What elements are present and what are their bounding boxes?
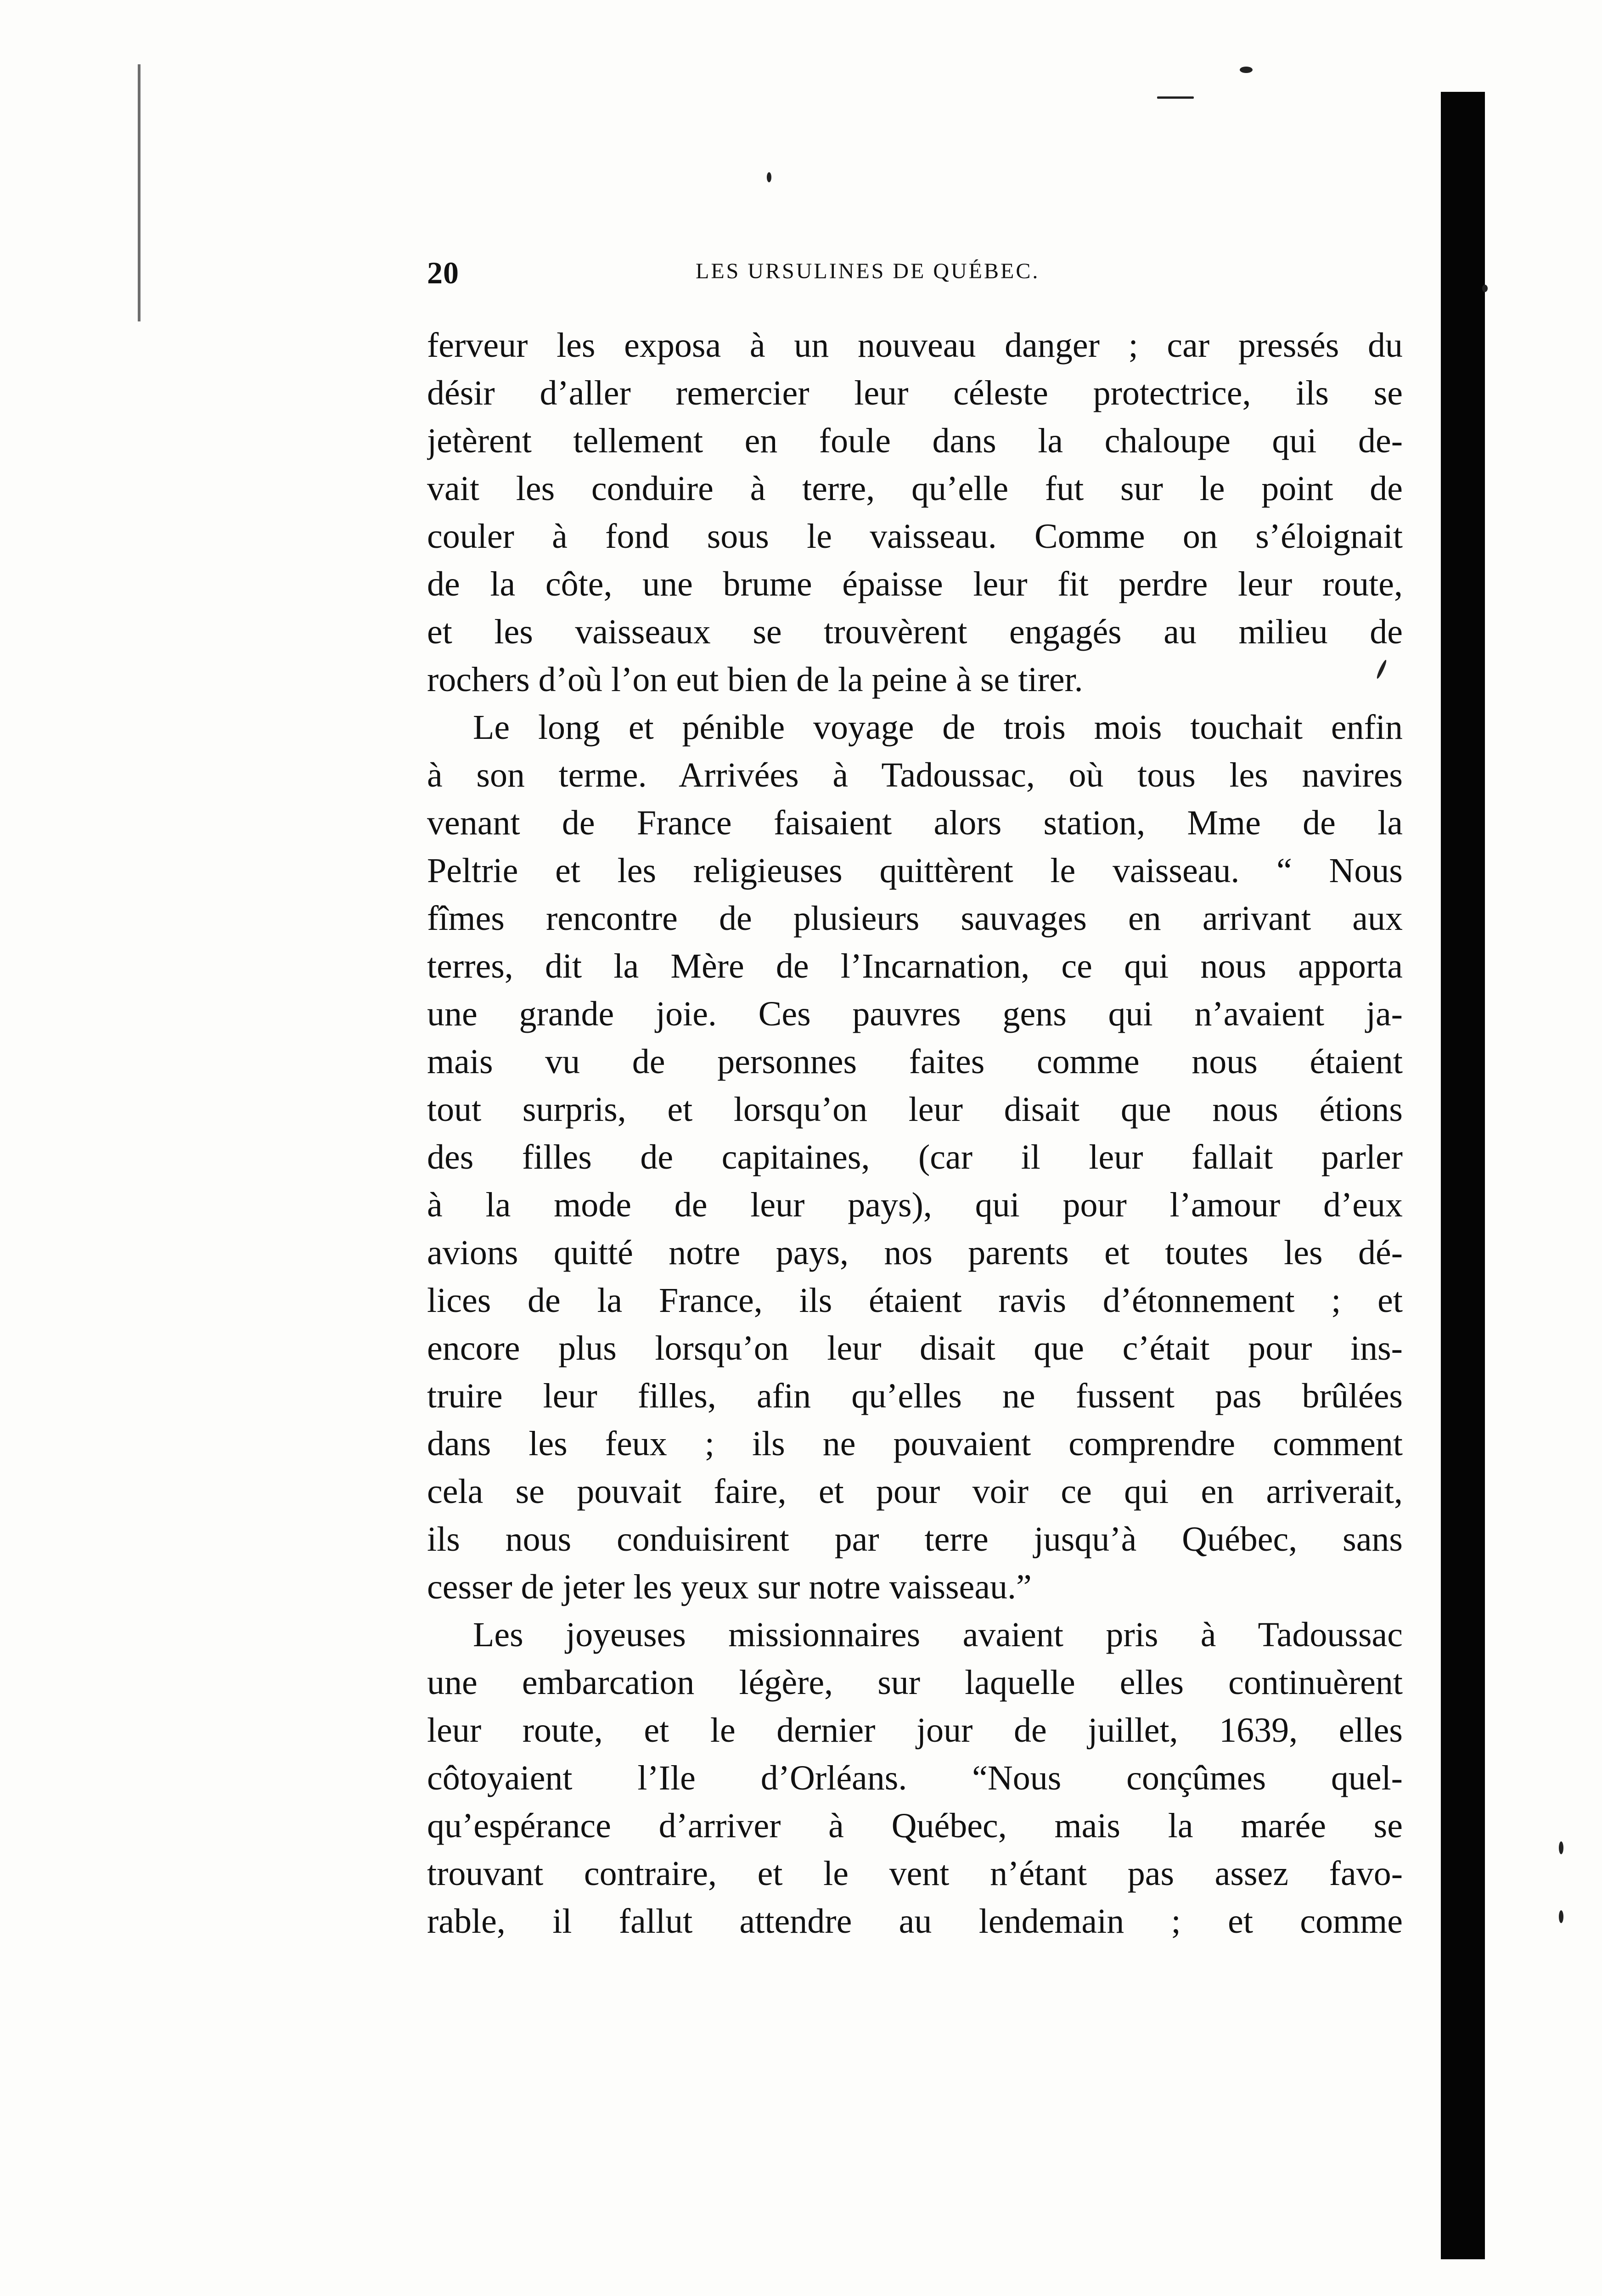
text-line: une embarcation légère, sur laquelle elles continuèrent	[427, 1663, 1403, 1702]
text-line: qu’espérance d’arriver à Québec, mais la marée se	[427, 1806, 1403, 1845]
text-line: cela se pouvait faire, et pour voir ce qui en arriverait,	[427, 1472, 1403, 1511]
left-scan-edge	[138, 64, 173, 321]
text-line: Le long et pénible voyage de trois mois touchait enfin	[473, 708, 1403, 747]
scan-speck	[1559, 1841, 1563, 1854]
scan-speck	[1240, 67, 1253, 73]
text-line: ils nous conduisirent par terre jusqu’à Québec, sans	[427, 1520, 1403, 1559]
text-line: rochers d’où l’on eut bien de la peine à se tirer.	[427, 660, 1083, 699]
text-line: venant de France faisaient alors station, Mme de la	[427, 804, 1403, 842]
running-head	[427, 255, 1208, 296]
text-line: fîmes rencontre de plusieurs sauvages en arrivant aux	[427, 899, 1403, 938]
text-line: truire leur filles, afin qu’elles ne fussent pas brûlées	[427, 1377, 1403, 1415]
page-number: 20	[427, 255, 459, 290]
text-line: lices de la France, ils étaient ravis d’étonnement ; et	[427, 1281, 1403, 1320]
text-line: une grande joie. Ces pauvres gens qui n’avaient ja-	[427, 995, 1403, 1033]
text-line: encore plus lorsqu’on leur disait que c’était pour ins-	[427, 1329, 1403, 1367]
text-line: tout surpris, et lorsqu’on leur disait que nous étions	[427, 1090, 1403, 1129]
text-line: jetèrent tellement en foule dans la chaloupe qui de-	[427, 422, 1403, 460]
text-line: avions quitté notre pays, nos parents et toutes les dé-	[427, 1233, 1403, 1272]
scan-speck	[767, 172, 771, 182]
text-line: côtoyaient l’Ile d’Orléans. “Nous conçûmes quel-	[427, 1759, 1403, 1797]
text-line: cesser de jeter les yeux sur notre vaisseau.”	[427, 1568, 1032, 1606]
right-binding-edge	[1441, 92, 1485, 2259]
text-line: rable, il fallut attendre au lendemain ; et comme	[427, 1902, 1403, 1941]
text-line: terres, dit la Mère de l’Incarnation, ce qui nous apporta	[427, 947, 1403, 985]
body-text	[427, 321, 1403, 1945]
scan-speck	[1559, 1910, 1563, 1923]
text-line: des filles de capitaines, (car il leur fallait parler	[427, 1138, 1403, 1176]
text-line: désir d’aller remercier leur céleste protectrice, ils se	[427, 374, 1403, 412]
text-line: et les vaisseaux se trouvèrent engagés au milieu de	[427, 613, 1403, 651]
text-line: trouvant contraire, et le vent n’étant pas assez favo-	[427, 1854, 1403, 1893]
text-line: vait les conduire à terre, qu’elle fut sur le point de	[427, 469, 1403, 508]
scan-speck	[1157, 96, 1194, 99]
text-line: leur route, et le dernier jour de juillet, 1639, elles	[427, 1711, 1403, 1750]
text-line: mais vu de personnes faites comme nous étaient	[427, 1042, 1403, 1081]
text-line: Peltrie et les religieuses quittèrent le vaisseau. “ Nous	[427, 851, 1403, 890]
text-line: à son terme. Arrivées à Tadoussac, où tous les navires	[427, 756, 1403, 794]
text-line: à la mode de leur pays), qui pour l’amour d’eux	[427, 1186, 1403, 1224]
text-line: ferveur les exposa à un nouveau danger ; car pressés du	[427, 326, 1403, 365]
scan-speck	[1482, 285, 1488, 292]
text-line: dans les feux ; ils ne pouvaient comprendre comment	[427, 1424, 1403, 1463]
text-line: couler à fond sous le vaisseau. Comme on s’éloignait	[427, 517, 1403, 556]
running-title: LES URSULINES DE QUÉBEC.	[696, 259, 1040, 283]
text-line: Les joyeuses missionnaires avaient pris à Tadoussac	[473, 1615, 1403, 1654]
text-line: de la côte, une brume épaisse leur fit perdre leur route,	[427, 565, 1403, 603]
